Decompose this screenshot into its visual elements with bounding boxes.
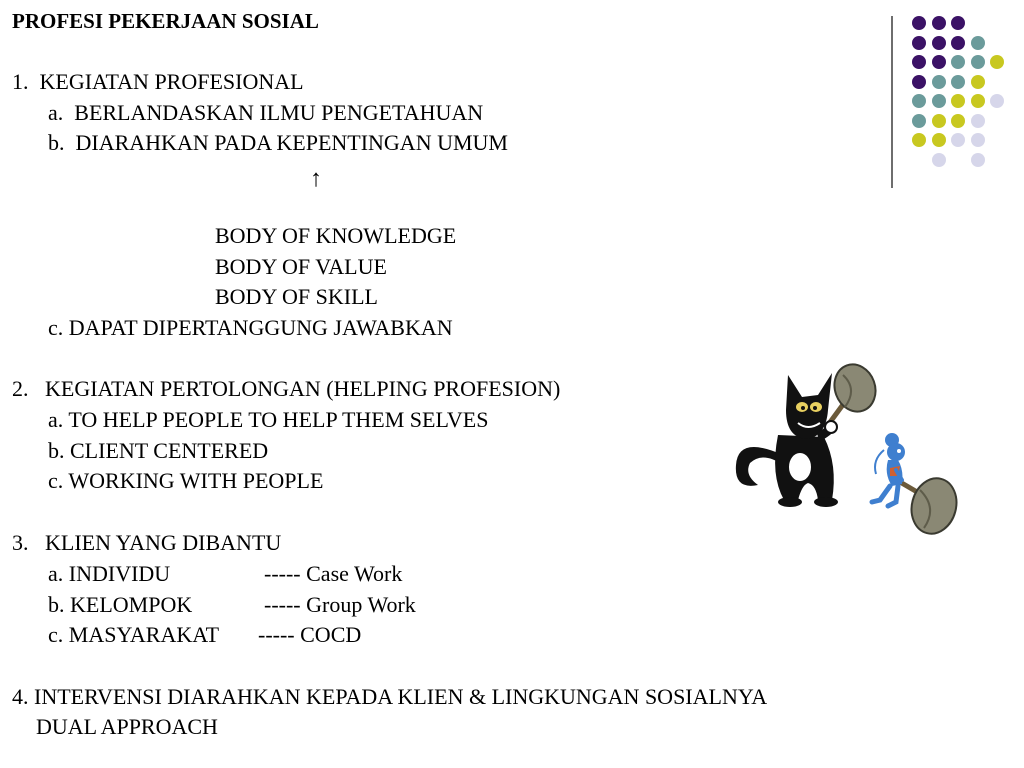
section-2-item-c: c. WORKING WITH PEOPLE [48,468,324,493]
section-4-line-1: 4. INTERVENSI DIARAHKAN KEPADA KLIEN & LINGKUNGAN SOSIALNYA [12,684,768,709]
decorative-dot [932,94,946,108]
decorative-dot [912,16,926,30]
section-4-line-2: DUAL APPROACH [36,714,218,739]
mouse-with-mallet-icon [862,430,966,542]
decorative-dot [932,16,946,30]
divider-line [891,16,893,188]
section-2-heading: 2. KEGIATAN PERTOLONGAN (HELPING PROFESION) [12,376,561,401]
section-3-heading: 3. KLIEN YANG DIBANTU [12,530,282,555]
decorative-dot [932,114,946,128]
section-1-item-a: a. BERLANDASKAN ILMU PENGETAHUAN [48,100,484,125]
section-3-item-b: b. KELOMPOK [48,592,193,617]
section-3-item-a: a. INDIVIDU [48,561,171,586]
up-arrow-icon: ↑ [310,166,322,192]
decorative-dot [951,94,965,108]
decorative-dot [951,36,965,50]
decorative-dot [912,36,926,50]
decorative-dot [971,153,985,167]
decorative-dot [951,55,965,69]
decorative-dot [932,36,946,50]
decorative-dot [912,114,926,128]
decorative-dot [932,55,946,69]
section-3-item-c: c. MASYARAKAT [48,622,220,647]
decorative-dot [951,133,965,147]
section-3-item-c-method: ----- COCD [258,622,362,647]
decorative-dot [971,133,985,147]
section-2-item-b: b. CLIENT CENTERED [48,438,269,463]
slide-title: PROFESI PEKERJAAN SOSIAL [12,9,319,33]
body-of-value: BODY OF VALUE [215,254,387,279]
decorative-dot [932,133,946,147]
decorative-dot [951,114,965,128]
decorative-dot [971,75,985,89]
section-1-item-c: c. DAPAT DIPERTANGGUNG JAWABKAN [48,315,453,340]
decorative-dot [971,114,985,128]
section-3-item-b-method: ----- Group Work [264,592,416,617]
section-1-item-b: b. DIARAHKAN PADA KEPENTINGAN UMUM [48,130,508,155]
decorative-dot [951,16,965,30]
decorative-dot [990,94,1004,108]
section-1-heading: 1. KEGIATAN PROFESIONAL [12,69,304,94]
decorative-dot [971,55,985,69]
decorative-dot [932,153,946,167]
body-of-skill: BODY OF SKILL [215,284,378,309]
decorative-dot [912,55,926,69]
decorative-dot [932,75,946,89]
section-3-item-a-method: ----- Case Work [264,561,403,586]
decorative-dot [912,133,926,147]
decorative-dot [951,75,965,89]
decorative-dot [990,55,1004,69]
decorative-dot [912,75,926,89]
decorative-dot [912,94,926,108]
body-of-knowledge: BODY OF KNOWLEDGE [215,223,457,248]
decorative-dot [971,94,985,108]
decorative-dot [971,36,985,50]
section-2-item-a: a. TO HELP PEOPLE TO HELP THEM SELVES [48,407,489,432]
